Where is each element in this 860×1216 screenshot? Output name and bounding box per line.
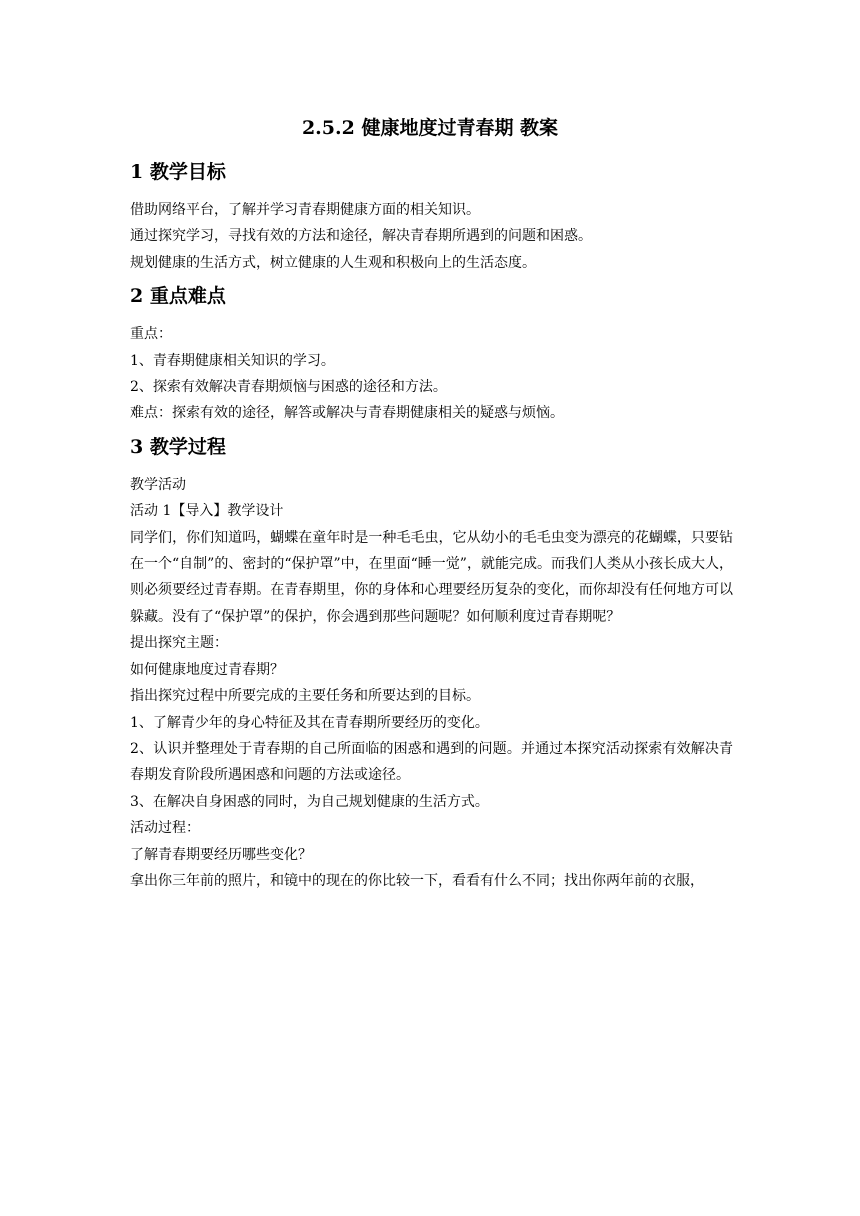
paragraph: 了解青春期要经历哪些变化？ — [130, 846, 312, 863]
document-title: 2.5.2 健康地度过青春期 教案 — [301, 117, 559, 139]
paragraph: 难点：探索有效的途径，解答或解决与青春期健康相关的疑惑与烦恼。 — [130, 405, 564, 422]
paragraph: 规划健康的生活方式，树立健康的人生观和积极向上的生活态度。 — [130, 254, 536, 271]
paragraph: 2、认识并整理处于青春期的自己所面临的困惑和遇到的问题。并通过本探究活动探索有效解决青春期发育阶段所遇困惑和问题的方法或途径。 — [130, 740, 733, 784]
paragraph: 活动过程： — [130, 820, 200, 837]
section-heading: 3 教学过程 — [130, 435, 226, 458]
paragraph: 同学们，你们知道吗，蝴蝶在童年时是一种毛毛虫，它从幼小的毛毛虫变为漂亮的花蝴蝶，只要钻在一个“自制”的、密封的“保护罩”中，在里面“睡一觉”，就能完成。而我们人类从小孩长成大人，则必须要经过青春期。在青春期里，你的身体和心理要经历复杂的变化，而你却没有任何地方可以躲藏。没有了“保护罩”的保护，你会遇到那些问题呢？如何顺利度过青春期呢？ — [130, 529, 733, 625]
paragraph: 借助网络平台，了解并学习青春期健康方面的相关知识。 — [130, 202, 480, 218]
paragraph: 指出探究过程中所要完成的主要任务和所要达到的目标。 — [130, 688, 480, 705]
section-teaching-objectives — [130, 158, 733, 276]
paragraph: 拿出你三年前的照片，和镜中的现在的你比较一下，看看有什么不同；找出你两年前的衣服， — [130, 872, 704, 889]
paragraph: 1、青春期健康相关知识的学习。 — [130, 352, 335, 369]
paragraph: 活动 1【导入】教学设计 — [130, 503, 284, 520]
section-heading: 2 重点难点 — [130, 285, 226, 308]
paragraph: 2、探索有效解决青春期烦恼与困惑的途径和方法。 — [130, 379, 447, 396]
paragraph: 通过探究学习，寻找有效的方法和途径，解决青春期所遇到的问题和困惑。 — [130, 228, 592, 245]
section-teaching-process — [130, 433, 733, 895]
paragraph: 3、在解决自身困惑的同时，为自己规划健康的生活方式。 — [130, 793, 489, 810]
document-body — [130, 158, 733, 894]
paragraph: 教学活动 — [130, 476, 186, 493]
section-heading: 1 教学目标 — [130, 161, 226, 183]
paragraph: 提出探究主题： — [130, 635, 228, 652]
section-key-difficulties — [130, 282, 733, 427]
paragraph: 1、了解青少年的身心特征及其在青春期所要经历的变化。 — [130, 714, 489, 731]
paragraph: 重点： — [130, 326, 172, 343]
paragraph: 如何健康地度过青春期？ — [130, 661, 284, 678]
